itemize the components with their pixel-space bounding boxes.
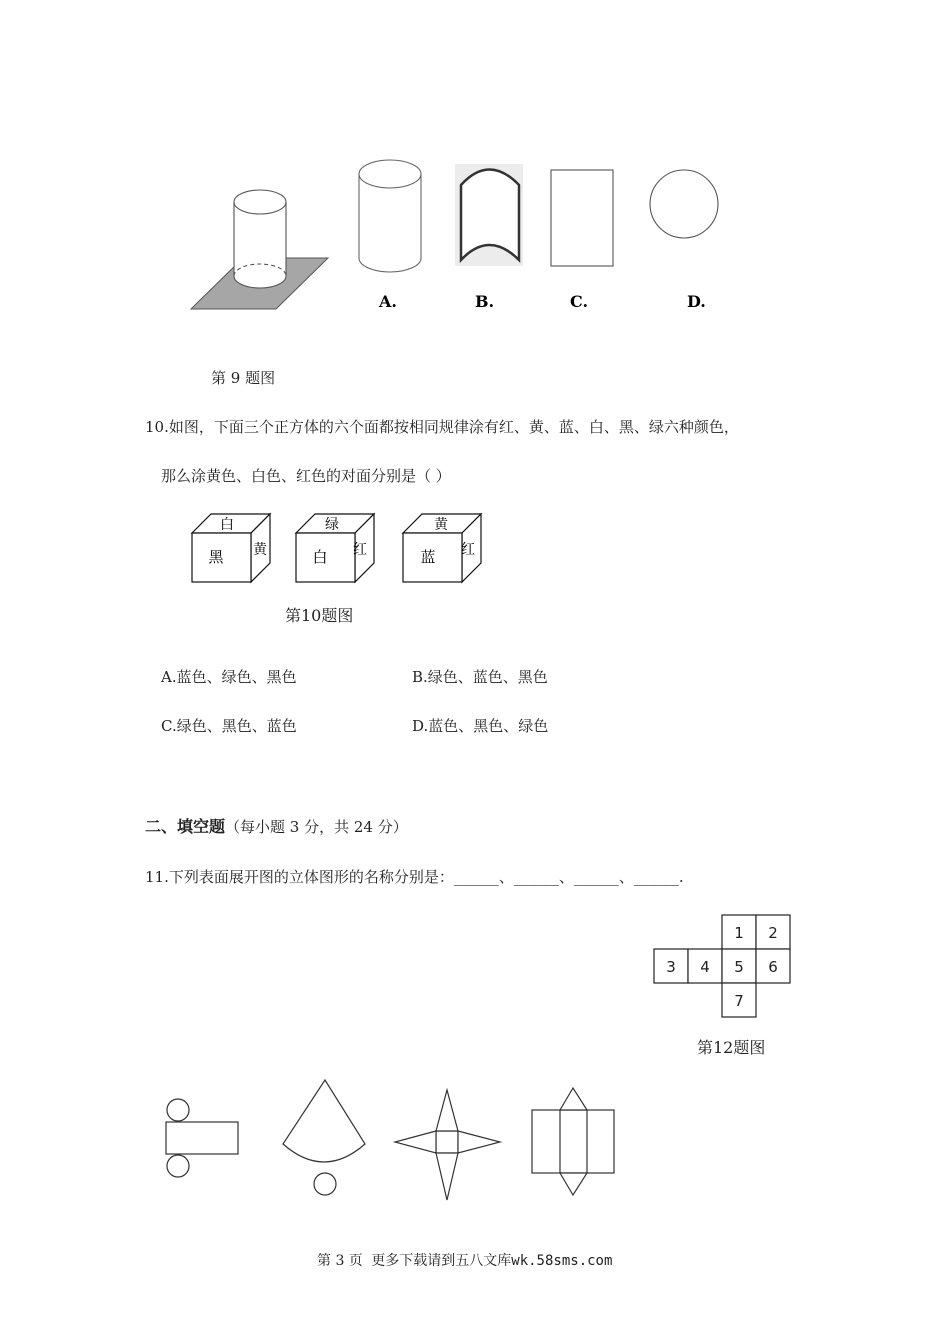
section-2-note: （每小题 3 分，共 24 分） xyxy=(225,818,408,836)
q9-option-b-curved-surface xyxy=(455,164,523,266)
q12-num-1: 1 xyxy=(734,924,744,942)
q11-net-prism xyxy=(532,1088,614,1195)
q9-caption: 第 9 题图 xyxy=(211,369,276,387)
q11-net-pyramid xyxy=(395,1090,500,1200)
q9-label-d: D. xyxy=(687,292,706,311)
footer-page-number: 第 3 页 xyxy=(317,1253,363,1269)
q9-label-b: B. xyxy=(475,292,495,311)
q9-label-a: A. xyxy=(379,292,397,311)
q10-cube-2-top: 绿 xyxy=(325,517,339,533)
q10-cube-1 xyxy=(192,514,270,582)
q12-caption: 第12题图 xyxy=(697,1038,766,1057)
q10-cube-3 xyxy=(403,514,481,582)
q12-num-7: 7 xyxy=(734,992,744,1010)
q10-cube-2 xyxy=(296,514,374,582)
q10-cube-1-front: 黑 xyxy=(208,548,224,566)
q9-option-a-cylinder xyxy=(359,160,421,272)
q9-cylinder-on-plane xyxy=(234,190,286,288)
q9-figure xyxy=(185,150,745,330)
q10-stem-line1: 10.如图，下面三个正方体的六个面都按相同规律涂有红、黄、蓝、白、黑、绿六种颜色， xyxy=(145,418,739,436)
q10-cube-1-top: 白 xyxy=(220,517,234,533)
q10-stem-line2: 那么涂黄色、白色、红色的对面分别是（ ） xyxy=(161,467,451,485)
q11-net-cone xyxy=(283,1080,365,1195)
footer-site-link[interactable]: wk.58sms.com xyxy=(511,1253,613,1269)
q12-num-2: 2 xyxy=(768,924,778,942)
q10-cube-3-front: 蓝 xyxy=(420,548,436,566)
q9-option-d-circle xyxy=(650,170,718,238)
q10-caption: 第10题图 xyxy=(285,606,354,625)
q12-num-5: 5 xyxy=(734,958,744,976)
q12-net-figure xyxy=(650,912,795,1020)
q12-num-6: 6 xyxy=(768,958,778,976)
q10-choice-a: A.蓝色、绿色、黑色 xyxy=(161,668,297,686)
q12-num-3: 3 xyxy=(666,958,676,976)
q10-choice-d: D.蓝色、黑色、绿色 xyxy=(412,717,549,735)
q11-nets-figure xyxy=(155,1072,625,1202)
q11-net-cylinder xyxy=(166,1099,238,1177)
q10-cube-2-front: 白 xyxy=(312,548,328,566)
q9-label-c: C. xyxy=(570,292,589,311)
q10-choice-c: C.绿色、黑色、蓝色 xyxy=(161,717,297,735)
q12-num-4: 4 xyxy=(700,958,710,976)
q10-cube-3-top: 黄 xyxy=(434,517,448,533)
q11-stem: 11.下列表面展开图的立体图形的名称分别是：______、______、______、______. xyxy=(145,868,684,886)
q10-cube-3-right: 红 xyxy=(461,542,475,558)
q10-cube-2-right: 红 xyxy=(353,542,367,558)
footer-more-text: 更多下载请到五八文库 xyxy=(371,1253,512,1269)
section-2-title: 二、填空题 xyxy=(145,817,226,836)
q9-option-c-rectangle xyxy=(551,170,613,266)
q10-cubes-figure xyxy=(185,508,495,588)
page-footer xyxy=(317,1250,612,1270)
q10-choice-b: B.绿色、蓝色、黑色 xyxy=(412,668,548,686)
section-2-heading xyxy=(145,814,408,837)
q10-cube-1-right: 黄 xyxy=(253,542,267,558)
